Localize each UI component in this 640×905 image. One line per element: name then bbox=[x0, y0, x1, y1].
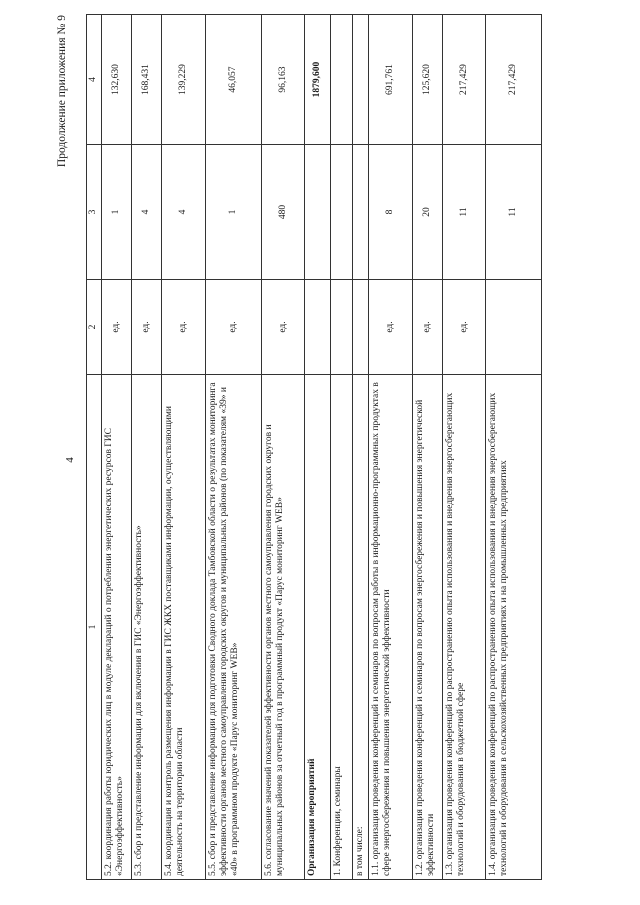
row-amount: 691,761 bbox=[369, 15, 413, 145]
row-description: в том числе: bbox=[353, 375, 369, 880]
row-description: 1.2. организация проведения конференций и семинаров по вопросам энергосбережения и повышения энергетической эффективности bbox=[413, 375, 443, 880]
row-unit: ед. bbox=[132, 280, 162, 375]
row-description: 5.3. сбор и представление информации для включения в ГИС «Энергоэффективность» bbox=[132, 375, 162, 880]
row-amount: 125,620 bbox=[413, 15, 443, 145]
row-unit: ед. bbox=[102, 280, 132, 375]
row-unit bbox=[305, 280, 331, 375]
document-page bbox=[56, 15, 601, 880]
continuation-caption: Продолжение приложения № 9 bbox=[56, 15, 68, 168]
row-quantity bbox=[353, 145, 369, 280]
row-quantity: 480 bbox=[262, 145, 305, 280]
row-description: 1.3. организация проведения конференций по распространению опыта использования и внедрения энергосберегающих технологий и оборудования в бюджетной сфере bbox=[443, 375, 486, 880]
row-quantity: 4 bbox=[132, 145, 162, 280]
table-row bbox=[486, 15, 542, 880]
row-unit bbox=[331, 280, 353, 375]
column-header: 1 bbox=[87, 375, 102, 880]
row-unit: ед. bbox=[162, 280, 206, 375]
row-quantity: 20 bbox=[413, 145, 443, 280]
row-description: 5.6. согласование значений показателей эффективности органов местного самоуправления городских округов и муниципальных районов за отчетный год в программный продукт «Парус мониторинг WEB» bbox=[262, 375, 305, 880]
row-amount bbox=[353, 15, 369, 145]
row-quantity: 11 bbox=[443, 145, 486, 280]
column-header: 3 bbox=[87, 145, 102, 280]
table-row bbox=[102, 15, 132, 880]
row-unit: ед. bbox=[206, 280, 262, 375]
table-row bbox=[305, 15, 331, 880]
row-quantity bbox=[331, 145, 353, 280]
row-amount: 132,630 bbox=[102, 15, 132, 145]
row-unit: ед. bbox=[443, 280, 486, 375]
row-quantity: 8 bbox=[369, 145, 413, 280]
row-quantity: 1 bbox=[206, 145, 262, 280]
table-row bbox=[206, 15, 262, 880]
row-quantity: 11 bbox=[486, 145, 542, 280]
row-unit bbox=[486, 280, 542, 375]
row-amount: 46,057 bbox=[206, 15, 262, 145]
row-amount: 168,431 bbox=[132, 15, 162, 145]
row-description: 1. Конференции, семинары bbox=[331, 375, 353, 880]
row-description: 5.4. координация и контроль размещения информации в ГИС ЖКХ поставщиками информации, осуществляющими деятельность на территории области bbox=[162, 375, 206, 880]
column-header: 2 bbox=[87, 280, 102, 375]
row-quantity: 1 bbox=[102, 145, 132, 280]
row-unit bbox=[353, 280, 369, 375]
table-row bbox=[353, 15, 369, 880]
table-row bbox=[413, 15, 443, 880]
row-description: 5.5. сбор и представление информации для подготовки Сводного доклада Тамбовской области о результатах мониторинга эффективности органов местного самоуправления городских округов и муниципальных районов (по показателям «39» и «40» в программном продукте «Парус мониторинг WEB» bbox=[206, 375, 262, 880]
column-header: 4 bbox=[87, 15, 102, 145]
row-amount: 139,229 bbox=[162, 15, 206, 145]
table-header-row bbox=[87, 15, 102, 880]
table-row bbox=[443, 15, 486, 880]
table-row bbox=[369, 15, 413, 880]
activities-table bbox=[86, 14, 542, 880]
row-amount: 1879,600 bbox=[305, 15, 331, 145]
page-number: 4 bbox=[64, 457, 76, 463]
table-row bbox=[132, 15, 162, 880]
row-description: Организация мероприятий bbox=[305, 375, 331, 880]
row-quantity: 4 bbox=[162, 145, 206, 280]
row-description: 1.4. организация проведения конференций по распространению опыта использования и внедрения энергосберегающих технологий и оборудования в сельскохозяйственных предприятиях и на промышленных предприятиях bbox=[486, 375, 542, 880]
row-amount: 96,163 bbox=[262, 15, 305, 145]
table-row bbox=[162, 15, 206, 880]
row-description: 1.1. организация проведения конференций и семинаров по вопросам работы в информационно-программных продуктах в сфере энергосбережения и повышения энергетической эффективности bbox=[369, 375, 413, 880]
table-row bbox=[262, 15, 305, 880]
table-body bbox=[102, 15, 542, 880]
row-unit: ед. bbox=[413, 280, 443, 375]
row-amount: 217,429 bbox=[486, 15, 542, 145]
table-row bbox=[331, 15, 353, 880]
row-amount bbox=[331, 15, 353, 145]
row-amount: 217,429 bbox=[443, 15, 486, 145]
row-quantity bbox=[305, 145, 331, 280]
row-unit: ед. bbox=[262, 280, 305, 375]
row-unit: ед. bbox=[369, 280, 413, 375]
row-description: 5.2. координация работы юридических лиц в модуле деклараций о потреблении энергетических ресурсов ГИС «Энергоэффективность» bbox=[102, 375, 132, 880]
